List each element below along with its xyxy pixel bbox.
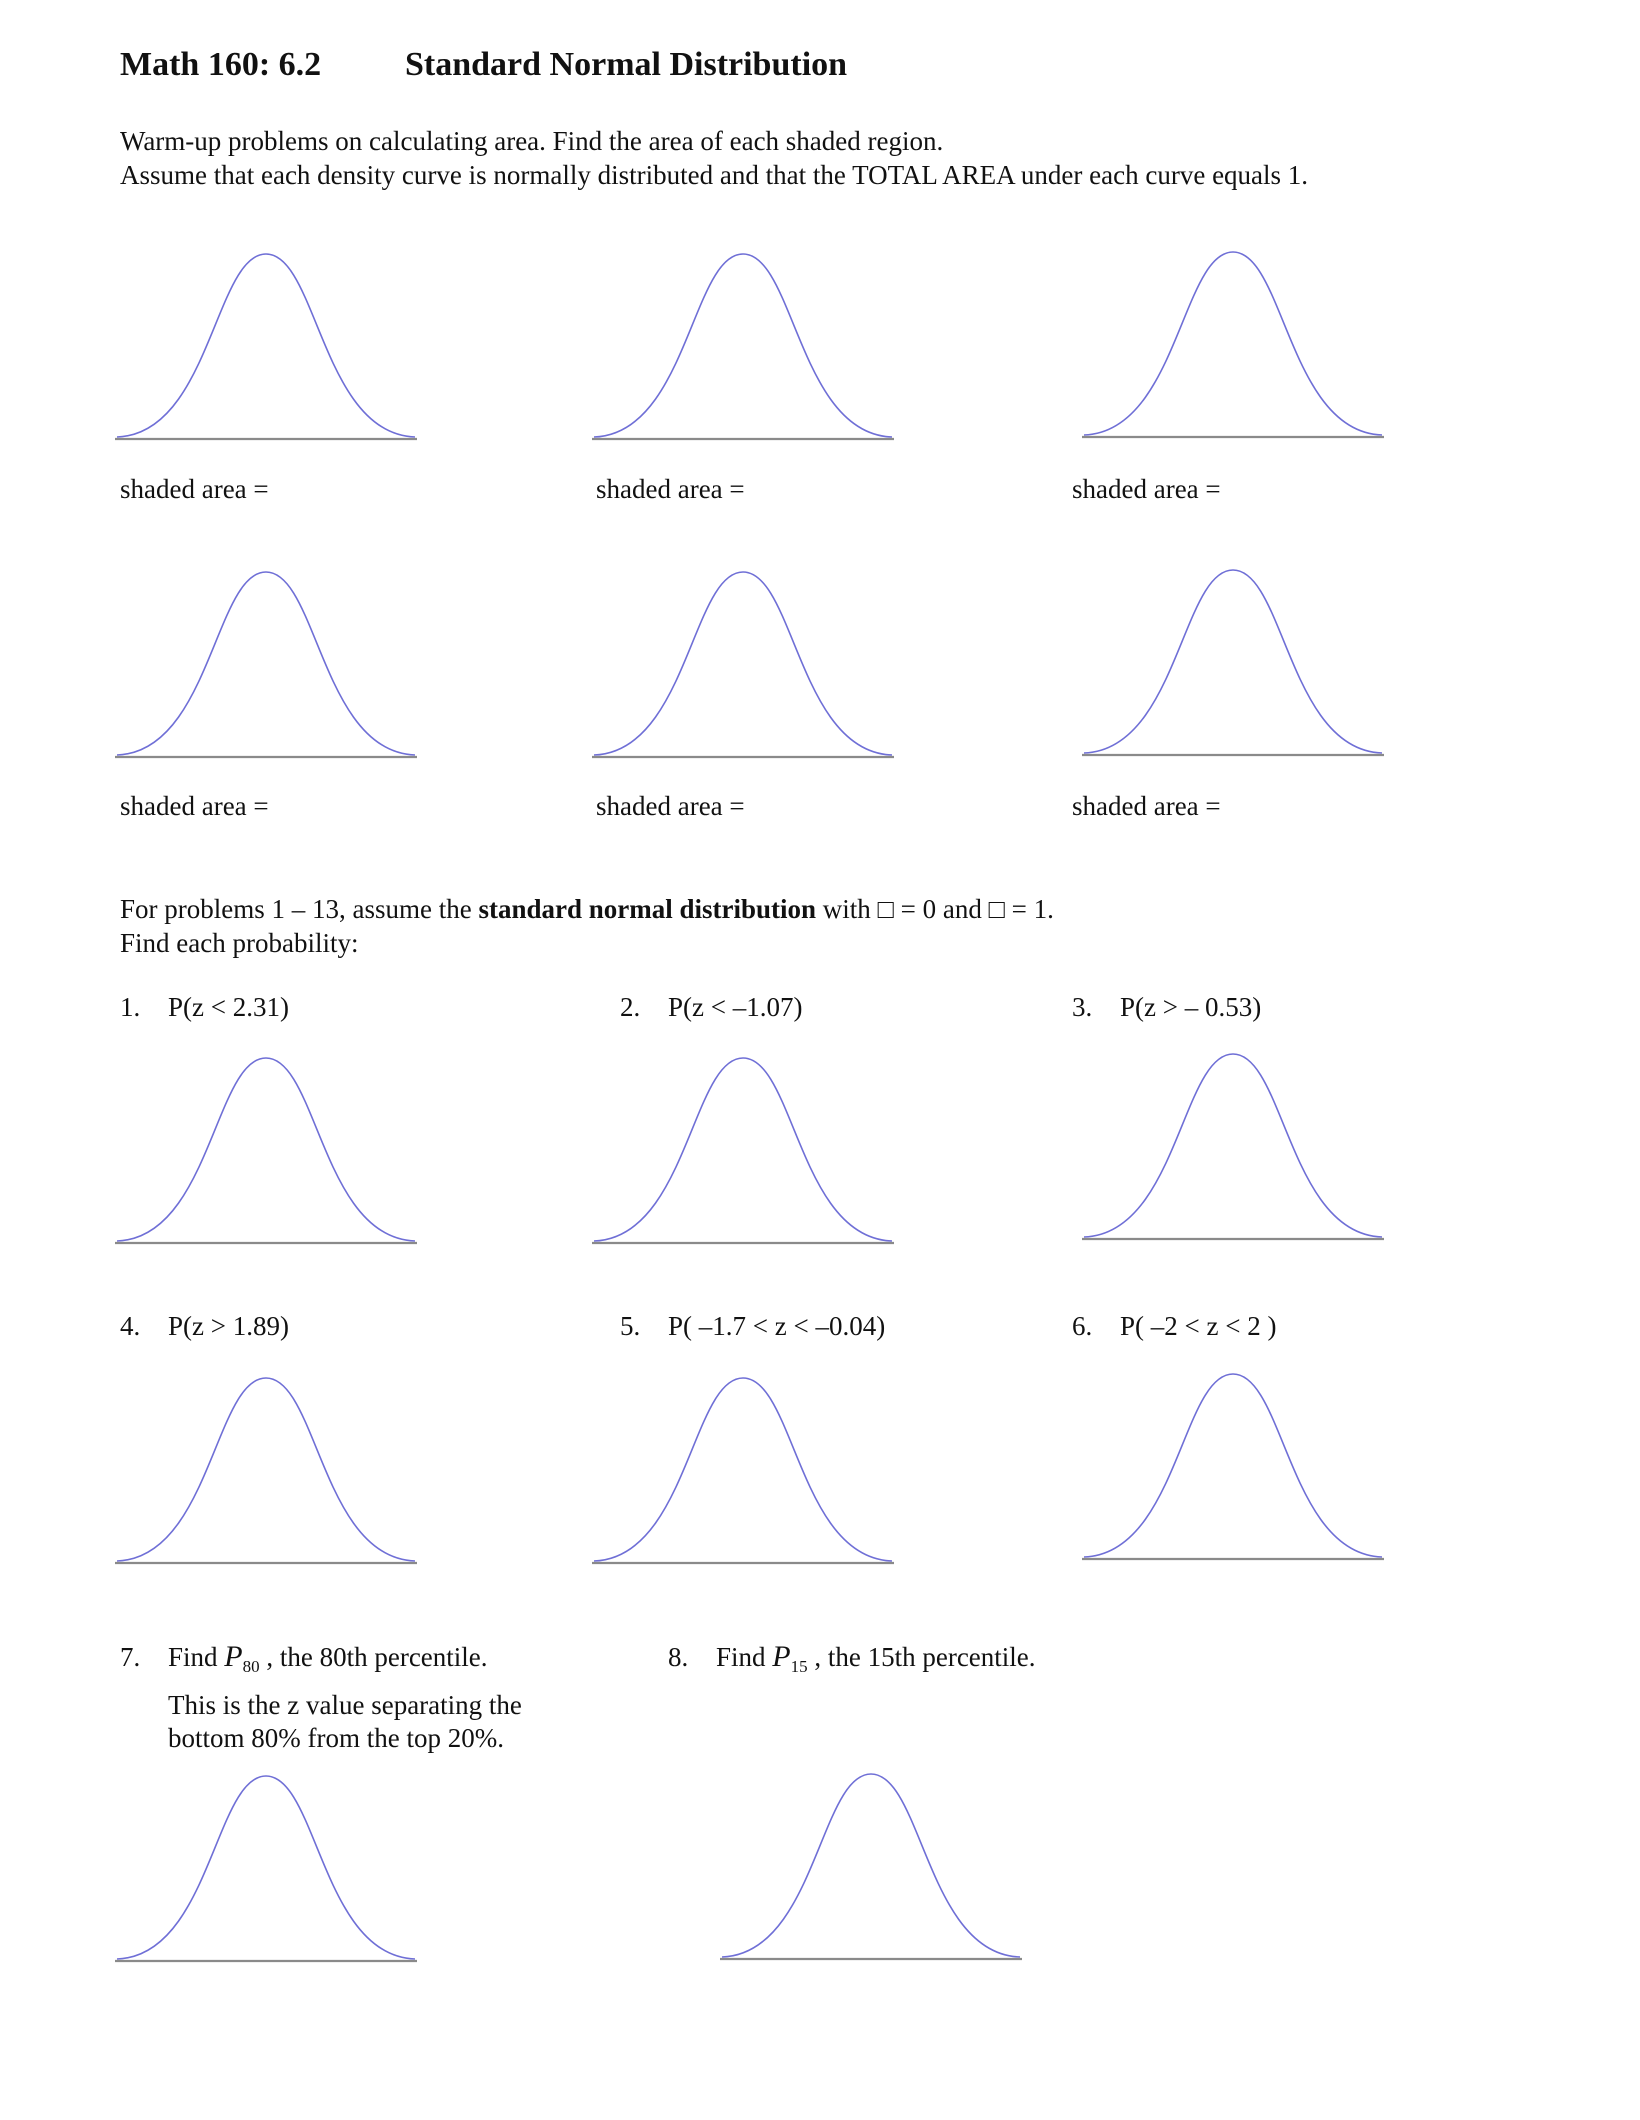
problem-number: 4. xyxy=(120,1311,141,1341)
normal-curve xyxy=(592,1056,894,1248)
instructions-line-2: Find each probability: xyxy=(120,928,359,958)
normal-curve xyxy=(592,1376,894,1568)
mu-value: = 0 and xyxy=(893,894,989,924)
problem-text: P(z > 1.89) xyxy=(168,1311,289,1341)
shaded-area-label: shaded area = xyxy=(1072,474,1221,504)
section-title: Standard Normal Distribution xyxy=(405,46,848,83)
instructions-bold: standard normal distribution xyxy=(478,894,817,924)
sigma-value: = 1. xyxy=(1004,894,1054,924)
intro-line-1: Warm-up problems on calculating area. Find the area of each shaded region. xyxy=(120,126,944,156)
instructions-mid: with xyxy=(816,894,878,924)
problem-text: P( –1.7 < z < –0.04) xyxy=(668,1311,886,1341)
course-label: Math 160: 6.2 xyxy=(120,46,322,83)
mu-symbol: □ xyxy=(877,894,894,924)
instructions xyxy=(120,892,1054,960)
normal-curve xyxy=(1082,568,1384,760)
shaded-area-label: shaded area = xyxy=(120,474,269,504)
problem-5 xyxy=(620,1311,885,1342)
normal-curve xyxy=(115,1056,417,1248)
percentile-subscript: 15 xyxy=(790,1657,808,1676)
problem-number: 2. xyxy=(620,992,641,1022)
problem-4 xyxy=(120,1311,289,1342)
instructions-line-1 xyxy=(120,892,1054,926)
problem-text: P( –2 < z < 2 ) xyxy=(1120,1311,1277,1341)
problem-number: 1. xyxy=(120,992,141,1022)
normal-curve xyxy=(115,570,417,762)
problem-text: P(z > – 0.53) xyxy=(1120,992,1262,1022)
problem-text: , the 15th percentile. xyxy=(807,1642,1036,1672)
normal-curve xyxy=(115,1376,417,1568)
find-label: Find xyxy=(168,1642,225,1672)
percentile-subscript: 80 xyxy=(242,1657,260,1676)
shaded-area-label: shaded area = xyxy=(120,791,269,821)
problem-number: 3. xyxy=(1072,992,1093,1022)
problem-text: P(z < 2.31) xyxy=(168,992,289,1022)
normal-curve xyxy=(1082,1052,1384,1244)
problem-number: 5. xyxy=(620,1311,641,1341)
problem-1 xyxy=(120,992,289,1023)
percentile-variable: P xyxy=(224,1640,243,1673)
normal-curve xyxy=(592,252,894,444)
percentile-variable: P xyxy=(772,1640,791,1673)
problem-text: P(z < –1.07) xyxy=(668,992,803,1022)
sigma-symbol: □ xyxy=(988,894,1005,924)
normal-curve xyxy=(1082,1372,1384,1564)
problem-8 xyxy=(668,1640,1036,1683)
page-title xyxy=(120,46,847,84)
problem-6 xyxy=(1072,1311,1276,1342)
problem-text: , the 80th percentile. xyxy=(259,1642,488,1672)
normal-curve xyxy=(592,570,894,762)
instructions-prefix: For problems 1 – 13, assume the xyxy=(120,894,479,924)
problem-3 xyxy=(1072,992,1261,1023)
normal-curve xyxy=(115,1774,417,1966)
normal-curve xyxy=(1082,250,1384,442)
problem-2 xyxy=(620,992,802,1023)
normal-curve xyxy=(115,252,417,444)
problem-number: 7. xyxy=(120,1642,141,1672)
problem-7 xyxy=(120,1640,522,1755)
intro xyxy=(120,124,1308,192)
shaded-area-label: shaded area = xyxy=(596,474,745,504)
problem-number: 6. xyxy=(1072,1311,1093,1341)
find-label: Find xyxy=(716,1642,773,1672)
shaded-area-label: shaded area = xyxy=(1072,791,1221,821)
shaded-area-label: shaded area = xyxy=(596,791,745,821)
intro-line-2: Assume that each density curve is normally distributed and that the TOTAL AREA under each curve equals 1. xyxy=(120,160,1309,190)
normal-curve xyxy=(720,1772,1022,1964)
problem-7-line-2: This is the z value separating the xyxy=(168,1690,522,1720)
problem-7-line-3: bottom 80% from the top 20%. xyxy=(168,1723,504,1753)
problem-number: 8. xyxy=(668,1642,689,1672)
